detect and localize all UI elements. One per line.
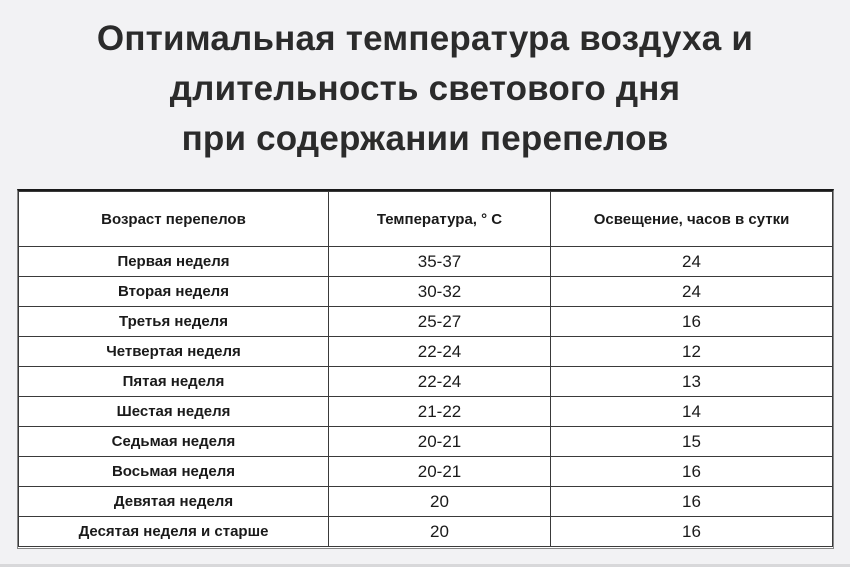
- table-row: [19, 427, 833, 457]
- table-row: [19, 487, 833, 517]
- cell-temperature: 30-32: [329, 277, 551, 307]
- header-age: Возраст перепелов: [19, 192, 329, 247]
- cell-lighting: 12: [551, 337, 833, 367]
- cell-age: Третья неделя: [19, 307, 329, 337]
- cell-lighting: 16: [551, 517, 833, 547]
- cell-lighting: 24: [551, 277, 833, 307]
- table-row: [19, 247, 833, 277]
- page-title: [0, 14, 850, 164]
- cell-temperature: 22-24: [329, 367, 551, 397]
- cell-temperature: 22-24: [329, 337, 551, 367]
- data-table: [18, 191, 833, 547]
- table-row: [19, 517, 833, 547]
- cell-age: Шестая неделя: [19, 397, 329, 427]
- cell-age: Первая неделя: [19, 247, 329, 277]
- cell-lighting: 13: [551, 367, 833, 397]
- cell-age: Вторая неделя: [19, 277, 329, 307]
- cell-temperature: 25-27: [329, 307, 551, 337]
- quail-conditions-table: [17, 189, 834, 549]
- cell-temperature: 20: [329, 487, 551, 517]
- table-row: [19, 457, 833, 487]
- cell-temperature: 20-21: [329, 457, 551, 487]
- title-line-3: при содержании перепелов: [181, 119, 669, 158]
- cell-temperature: 20-21: [329, 427, 551, 457]
- header-lighting: Освещение, часов в сутки: [551, 192, 833, 247]
- table-row: [19, 277, 833, 307]
- cell-lighting: 16: [551, 487, 833, 517]
- cell-age: Десятая неделя и старше: [19, 517, 329, 547]
- cell-temperature: 20: [329, 517, 551, 547]
- header-temperature: Температура, ° С: [329, 192, 551, 247]
- cell-lighting: 24: [551, 247, 833, 277]
- cell-lighting: 14: [551, 397, 833, 427]
- cell-temperature: 35-37: [329, 247, 551, 277]
- title-line-1: Оптимальная температура воздуха и: [96, 19, 754, 58]
- cell-age: Пятая неделя: [19, 367, 329, 397]
- title-line-2: длительность светового дня: [169, 69, 681, 108]
- table-row: [19, 397, 833, 427]
- cell-lighting: 16: [551, 457, 833, 487]
- cell-age: Седьмая неделя: [19, 427, 329, 457]
- table-header-row: [19, 192, 833, 247]
- cell-age: Девятая неделя: [19, 487, 329, 517]
- cell-temperature: 21-22: [329, 397, 551, 427]
- cell-lighting: 16: [551, 307, 833, 337]
- cell-age: Четвертая неделя: [19, 337, 329, 367]
- cell-age: Восьмая неделя: [19, 457, 329, 487]
- cell-lighting: 15: [551, 427, 833, 457]
- table-row: [19, 337, 833, 367]
- table-row: [19, 307, 833, 337]
- table-row: [19, 367, 833, 397]
